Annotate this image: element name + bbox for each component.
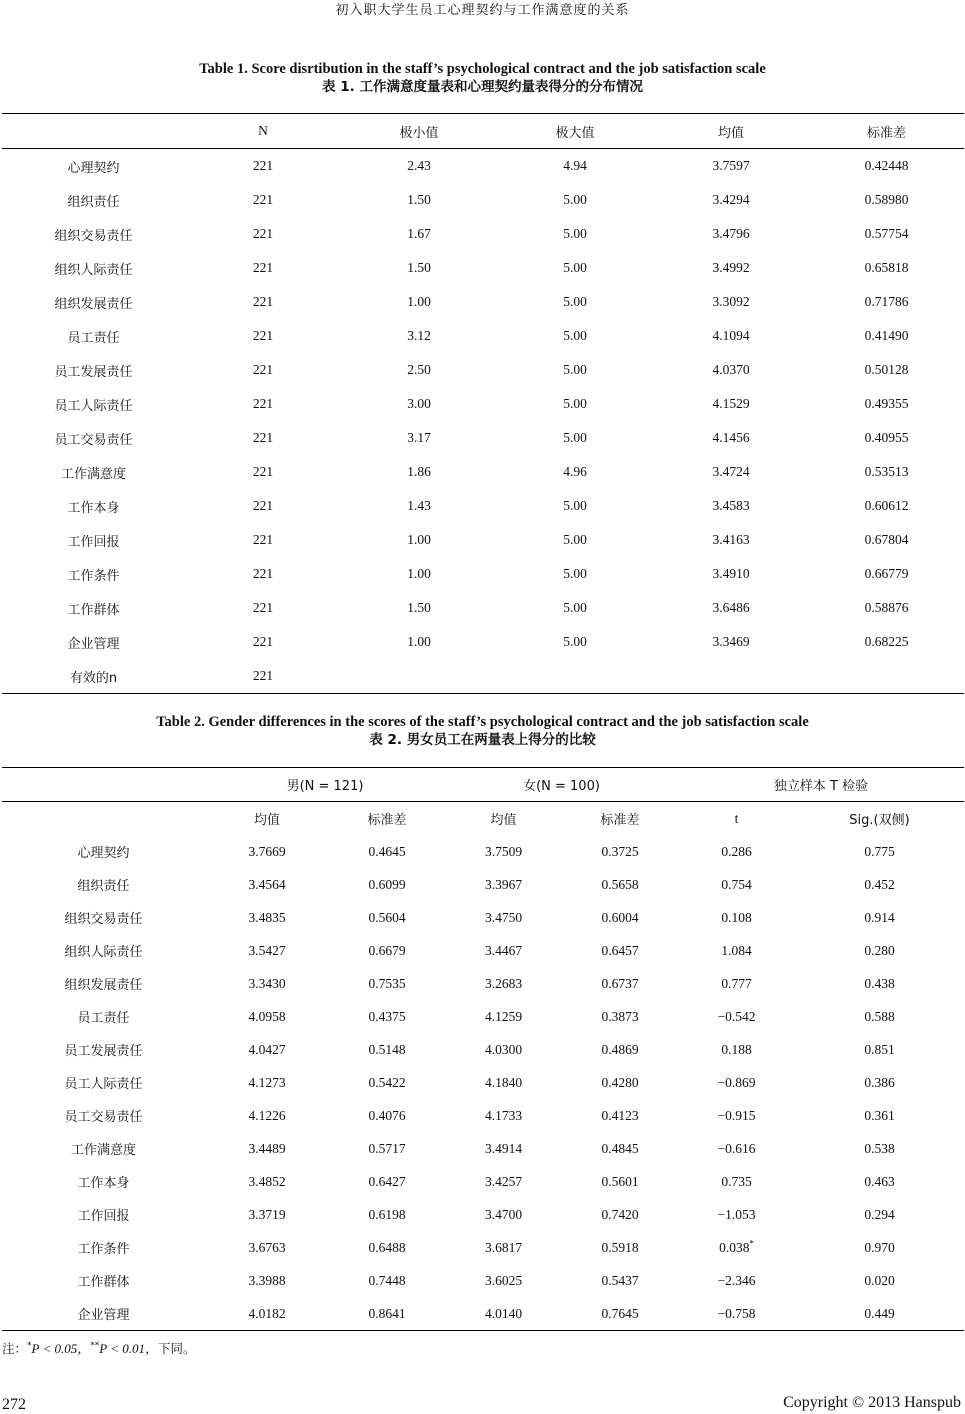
table2-caption-en: Table 2. Gender differences in the scores of the staff’s psychological contract and the job satisfaction scale: [156, 714, 809, 730]
table2-row: [2, 1132, 964, 1165]
table1-cell: 3.4294: [712, 192, 750, 207]
table1-cell: 0.60612: [864, 498, 909, 513]
table2-row: [2, 1099, 964, 1132]
table2-cell: 0.6488: [368, 1239, 406, 1255]
table2-cell: 0.108: [721, 909, 752, 925]
table1-cell: 0.57754: [864, 226, 909, 241]
table1-cell: 5.00: [563, 328, 587, 343]
table2-caption: [0, 713, 965, 750]
table2-cell-label: 员工交易责任: [64, 1110, 143, 1125]
table2-sub-header-row: [2, 802, 964, 836]
table2-sub-header-cell: [2, 802, 205, 836]
table2-cell: 0.735: [721, 1173, 752, 1189]
table1-cell: 5.00: [563, 532, 587, 547]
table2-cell-label: 工作条件: [77, 1242, 130, 1257]
table1-cell: 4.94: [563, 158, 587, 173]
table2-row: [2, 1066, 964, 1099]
table1-cell: 5.00: [563, 294, 587, 309]
table1-cell: 221: [252, 260, 274, 275]
table2-row: [2, 1000, 964, 1033]
table1-cell: 1.00: [407, 634, 431, 649]
table2-cell: 4.0140: [484, 1305, 523, 1321]
table2-cell-label: 工作本身: [77, 1176, 130, 1191]
table1-cell: 221: [252, 498, 274, 513]
table2-cell: 0.7535: [368, 975, 406, 991]
table1-row: [2, 455, 964, 489]
table2-row: [2, 1231, 964, 1264]
table2-cell: 0.7420: [601, 1206, 639, 1222]
table2-cell: 0.775: [864, 843, 895, 859]
table2-body: [2, 835, 964, 1331]
table2-cell: 0.588: [864, 1008, 895, 1024]
table2-sub-header-cell: 均值: [490, 813, 517, 828]
table2-cell: 3.4467: [484, 942, 523, 958]
table2-cell: 3.4852: [248, 1173, 286, 1189]
table2-caption-zh: 表 2. 男女员工在两量表上得分的比较: [369, 732, 596, 748]
table1-cell: 5.00: [563, 226, 587, 241]
table2-cell: 0.7645: [601, 1305, 639, 1321]
table2-cell: 3.3719: [248, 1206, 286, 1222]
table2-cell-label: 组织发展责任: [64, 978, 143, 993]
table2-cell: 3.6763: [248, 1239, 286, 1255]
table2-row: [2, 901, 964, 934]
table2-cell: 3.4257: [484, 1173, 523, 1189]
table1-cell-label: 心理契约: [67, 160, 120, 176]
table1-cell: 3.17: [407, 430, 431, 445]
table1-caption-zh: 表 1. 工作满意度量表和心理契约量表得分的分布情况: [322, 79, 643, 95]
table1-cell: 3.00: [407, 396, 431, 411]
table2-cell: 0.449: [864, 1305, 895, 1321]
table1-cell-label: 有效的n: [69, 670, 118, 686]
table1-cell: 5.00: [563, 566, 587, 581]
table1-cell-label: 工作本身: [67, 500, 120, 516]
table1-cell: 221: [252, 192, 274, 207]
table1-cell: 5.00: [563, 600, 587, 615]
table1-row: [2, 489, 964, 523]
table2-cell: 3.4835: [248, 909, 286, 925]
table1-cell-label: 员工人际责任: [54, 398, 133, 414]
table2-cell: 0.4076: [368, 1107, 406, 1123]
table1-row: [2, 353, 964, 387]
table1-cell: 1.50: [407, 192, 431, 207]
table2-cell: 1.084: [721, 942, 752, 958]
table2-cell: 3.4489: [248, 1140, 286, 1156]
table1-cell: 3.4583: [712, 498, 750, 513]
table1-cell: [653, 659, 809, 694]
table2-cell-label: 组织责任: [77, 879, 130, 894]
table1-cell: [341, 659, 497, 694]
table2-row: [2, 1297, 964, 1331]
table2-cell: 3.4564: [248, 876, 286, 892]
table2-cell: 0.361: [864, 1107, 895, 1123]
table2-row: [2, 868, 964, 901]
table1-cell: 221: [252, 566, 274, 581]
table1-cell: 3.7597: [712, 158, 750, 173]
table2-cell: 0.5918: [601, 1239, 639, 1255]
table2-cell: 0.4280: [601, 1074, 639, 1090]
table1-cell: 0.58980: [864, 192, 909, 207]
table2-group-header-male: 男(N = 121): [205, 768, 445, 802]
table1-cell: 0.41490: [864, 328, 909, 343]
table1-row: [2, 183, 964, 217]
table1-caption: [0, 60, 965, 97]
table1-cell: 1.50: [407, 260, 431, 275]
table1-header-cell: [2, 114, 185, 149]
table1-row: [2, 659, 964, 694]
table1-row: [2, 387, 964, 421]
table2-cell: −0.542: [717, 1008, 756, 1024]
table2-sub-header-cell: 标准差: [600, 813, 640, 828]
table1-cell: 4.0370: [712, 362, 750, 377]
copyright: Copyright © 2013 Hanspub: [783, 1394, 961, 1411]
table1-header-cell: N: [185, 114, 341, 149]
table2-sub-header-cell: t: [734, 810, 739, 826]
table1-cell-label: 工作条件: [67, 568, 120, 584]
note-prefix: 注：: [2, 1341, 28, 1356]
table1-cell: 3.4724: [712, 464, 750, 479]
table2-cell: −1.053: [717, 1206, 756, 1222]
table2-cell: 0.6099: [368, 876, 406, 892]
table1-row: [2, 217, 964, 251]
table1-cell: 4.1456: [712, 430, 750, 445]
table2-cell: 0.4845: [601, 1140, 639, 1156]
table2-cell: 0.188: [721, 1041, 752, 1057]
table2-cell: 0.386: [864, 1074, 895, 1090]
table1-cell: 221: [252, 634, 274, 649]
table1-cell: 4.1094: [712, 328, 750, 343]
table1-cell-label: 组织责任: [67, 194, 120, 210]
table1-cell: 3.4992: [712, 260, 750, 275]
table1-cell: 3.3469: [712, 634, 750, 649]
table2-cell: 0.020: [864, 1272, 895, 1288]
table2-cell: −0.616: [717, 1140, 756, 1156]
table2-row: [2, 835, 964, 868]
note-double-star: **: [90, 1340, 100, 1351]
table2-sub-header-cell: 标准差: [367, 813, 407, 828]
table1-cell: 1.86: [407, 464, 431, 479]
table2-row: [2, 1033, 964, 1066]
table2-cell: 0.5437: [601, 1272, 639, 1288]
table1-cell: 1.00: [407, 532, 431, 547]
table2-cell: 0.294: [864, 1206, 895, 1222]
table1-header-cell: 极小值: [341, 114, 497, 149]
table1-cell: 1.67: [407, 226, 431, 241]
table2-cell: 0.970: [864, 1239, 895, 1255]
table2-sub-header-cell: Sig.(双侧): [849, 813, 910, 828]
table1-cell: 1.00: [407, 566, 431, 581]
table2-cell: 0.754: [721, 876, 752, 892]
table2-cell-label: 心理契约: [77, 846, 130, 861]
table1-cell: 1.43: [407, 498, 431, 513]
table1-body: [2, 149, 964, 694]
table1-cell: 3.4910: [712, 566, 750, 581]
table1-cell: 0.67804: [864, 532, 909, 547]
table1-cell: 3.6486: [712, 600, 750, 615]
table1-cell: 2.50: [407, 362, 431, 377]
table2-cell-label: 企业管理: [77, 1308, 130, 1323]
table1-row: [2, 285, 964, 319]
table1-cell: 2.43: [407, 158, 431, 173]
table1-cell: 5.00: [563, 260, 587, 275]
table1-cell: 0.42448: [864, 158, 909, 173]
table2-cell: 0.5604: [368, 909, 406, 925]
table1-cell: [809, 659, 964, 694]
table2-cell: 0.6198: [368, 1206, 406, 1222]
table2-cell-label: 组织交易责任: [64, 912, 143, 927]
table2-cell: 3.6817: [484, 1239, 523, 1255]
table1-row: [2, 149, 964, 184]
table1-cell: 5.00: [563, 362, 587, 377]
table2-row: [2, 934, 964, 967]
table2-row: [2, 967, 964, 1000]
table2-row: [2, 1264, 964, 1297]
table1-cell-label: 工作群体: [67, 602, 120, 618]
table1-cell-label: 工作回报: [67, 534, 120, 550]
note-star: *: [27, 1340, 32, 1351]
table2-cell: 0.5148: [368, 1041, 406, 1057]
table1-cell: 221: [252, 294, 274, 309]
table1-cell: 5.00: [563, 396, 587, 411]
table2-group-header-cell: [2, 768, 205, 802]
table1-cell-label: 组织人际责任: [54, 262, 133, 278]
table2-cell: 0.777: [721, 975, 752, 991]
table1-row: [2, 557, 964, 591]
significance-marker: *: [749, 1238, 754, 1248]
table2-cell: 0.3873: [601, 1008, 639, 1024]
table2-cell: 0.6737: [601, 975, 639, 991]
table2-cell: 0.5422: [368, 1074, 406, 1090]
table2-cell: 4.1840: [484, 1074, 523, 1090]
table2-cell-label: 工作回报: [77, 1209, 130, 1224]
table2-cell: 4.1259: [484, 1008, 523, 1024]
table2-cell: 3.6025: [484, 1272, 523, 1288]
table2-cell: 0.280: [864, 942, 895, 958]
table1-cell: 221: [252, 532, 274, 547]
table2-group-header-ttest: 独立样本 T 检验: [678, 768, 964, 802]
table1-cell: 0.53513: [864, 464, 909, 479]
table2-cell-label: 组织人际责任: [64, 945, 143, 960]
table2-cell-label: 员工发展责任: [64, 1044, 143, 1059]
table2-group-header-female: 女(N = 100): [445, 768, 678, 802]
table2-cell: 0.4123: [601, 1107, 639, 1123]
table2-cell: 0.6004: [601, 909, 639, 925]
table2-cell: 0.851: [864, 1041, 895, 1057]
table2-cell: −0.915: [717, 1107, 756, 1123]
table1-cell-label: 员工发展责任: [54, 364, 133, 380]
table1-cell: 0.58876: [864, 600, 909, 615]
table2-cell: 0.452: [864, 876, 895, 892]
table2-sub-header-cell: 均值: [253, 813, 280, 828]
table1-cell: 4.1529: [712, 396, 750, 411]
table1-cell-label: 工作满意度: [60, 466, 126, 482]
table1-cell: 0.49355: [864, 396, 909, 411]
table2-cell-label: 工作满意度: [70, 1143, 136, 1158]
table2-cell: 0.914: [864, 909, 895, 925]
table1-cell: 4.96: [563, 464, 587, 479]
table1-cell: 1.00: [407, 294, 431, 309]
table2-cell: 0.5717: [368, 1140, 406, 1156]
table2-cell: 0.5658: [601, 876, 639, 892]
table2-cell: 4.0958: [248, 1008, 286, 1024]
table2-cell: 0.6679: [368, 942, 406, 958]
table2-cell: 3.4700: [484, 1206, 523, 1222]
table2-cell: −2.346: [717, 1272, 756, 1288]
table1-cell: 0.50128: [864, 362, 909, 377]
table2-group-header-row: [2, 768, 964, 802]
table1-header-cell: 标准差: [809, 114, 964, 149]
table2-cell: 3.5427: [248, 942, 286, 958]
table2-cell: 0.8641: [368, 1305, 406, 1321]
table2-cell-label: 员工人际责任: [64, 1077, 143, 1092]
table1-cell-label: 组织发展责任: [54, 296, 133, 312]
table1-header-cell: 均值: [653, 114, 809, 149]
table1-cell: 5.00: [563, 634, 587, 649]
table1-cell: 221: [252, 464, 274, 479]
table2-cell: 3.3430: [248, 975, 286, 991]
page-number: 272: [2, 1396, 26, 1413]
note-p-01: P < 0.01，: [99, 1341, 158, 1356]
table1-cell: 5.00: [563, 192, 587, 207]
table2-cell: 3.2683: [484, 975, 523, 991]
table1-cell: 3.3092: [712, 294, 750, 309]
table2-cell: 0.438: [864, 975, 895, 991]
table1-row: [2, 251, 964, 285]
table1-cell: 3.12: [407, 328, 431, 343]
table1-cell: 0.66779: [864, 566, 909, 581]
table2-cell: 4.0427: [248, 1041, 286, 1057]
table1-cell-label: 组织交易责任: [54, 228, 133, 244]
table2-cell: 0.286: [721, 843, 752, 859]
table2-cell: 0.4869: [601, 1041, 639, 1057]
table1-cell: 3.4796: [712, 226, 750, 241]
table1-cell: 5.00: [563, 430, 587, 445]
table1-cell: 221: [252, 668, 274, 683]
table2-cell: 4.1733: [484, 1107, 523, 1123]
table1-cell: 221: [252, 328, 274, 343]
table2-cell: 3.3967: [484, 876, 523, 892]
table1-row: [2, 591, 964, 625]
table2-cell: 4.0182: [248, 1305, 286, 1321]
table1-caption-en: Table 1. Score disrtibution in the staff’s psychological contract and the job satisfaction scale: [199, 61, 766, 77]
table2-cell: 0.4645: [368, 843, 406, 859]
table2-cell-label: 工作群体: [77, 1275, 130, 1290]
table1-cell: 5.00: [563, 498, 587, 513]
table1-cell: [497, 659, 653, 694]
note-p-05: P < 0.05，: [31, 1341, 91, 1356]
table1-cell-label: 员工交易责任: [54, 432, 133, 448]
table2-cell: 4.1273: [248, 1074, 286, 1090]
table1-cell-label: 企业管理: [67, 636, 120, 652]
table1-row: [2, 625, 964, 659]
table2-cell: 0.4375: [368, 1008, 406, 1024]
table2-cell: 0.463: [864, 1173, 895, 1189]
table2-cell: 3.4750: [484, 909, 523, 925]
running-head: 初入职大学生员工心理契约与工作满意度的关系: [335, 3, 630, 18]
table2-cell: 0.538: [864, 1140, 895, 1156]
table1-cell: 221: [252, 430, 274, 445]
table1-cell: 221: [252, 226, 274, 241]
table2-row: [2, 1198, 964, 1231]
table2-cell: 4.0300: [484, 1041, 523, 1057]
table1-cell: 0.71786: [864, 294, 909, 309]
table1-cell: 221: [252, 600, 274, 615]
table1-row: [2, 421, 964, 455]
table-note: [2, 1338, 196, 1357]
table2-cell: 4.1226: [248, 1107, 286, 1123]
table1-cell: 221: [252, 396, 274, 411]
table1-cell: 0.68225: [864, 634, 909, 649]
table2: [2, 767, 964, 1331]
table1-header-cell: 极大值: [497, 114, 653, 149]
table2-row: [2, 1165, 964, 1198]
table1-cell: 221: [252, 362, 274, 377]
table2-cell: −0.869: [717, 1074, 756, 1090]
table2-cell: 3.4914: [484, 1140, 523, 1156]
table1-cell: 221: [252, 158, 274, 173]
table2-cell: 3.3988: [248, 1272, 286, 1288]
table1-cell: 3.4163: [712, 532, 750, 547]
table2-cell: 0.7448: [368, 1272, 406, 1288]
table1-row: [2, 319, 964, 353]
table1-row: [2, 523, 964, 557]
table2-cell: 0.6457: [601, 942, 639, 958]
table2-cell: 3.7509: [484, 843, 523, 859]
table2-cell-label: 员工责任: [77, 1011, 130, 1026]
table2-cell: 3.7669: [248, 843, 286, 859]
table1-header-row: [2, 114, 964, 149]
table1-cell: 0.65818: [864, 260, 909, 275]
note-suffix: 下同。: [157, 1341, 196, 1356]
table1: [2, 113, 964, 694]
table2-cell: 0.3725: [601, 843, 639, 859]
table2-cell: 0.038*: [719, 1238, 754, 1255]
table2-cell: 0.6427: [368, 1173, 406, 1189]
table1-cell: 0.40955: [864, 430, 909, 445]
table1-cell-label: 员工责任: [67, 330, 120, 346]
table1-cell: 1.50: [407, 600, 431, 615]
table2-cell: 0.5601: [601, 1173, 639, 1189]
table2-cell: −0.758: [717, 1305, 756, 1321]
